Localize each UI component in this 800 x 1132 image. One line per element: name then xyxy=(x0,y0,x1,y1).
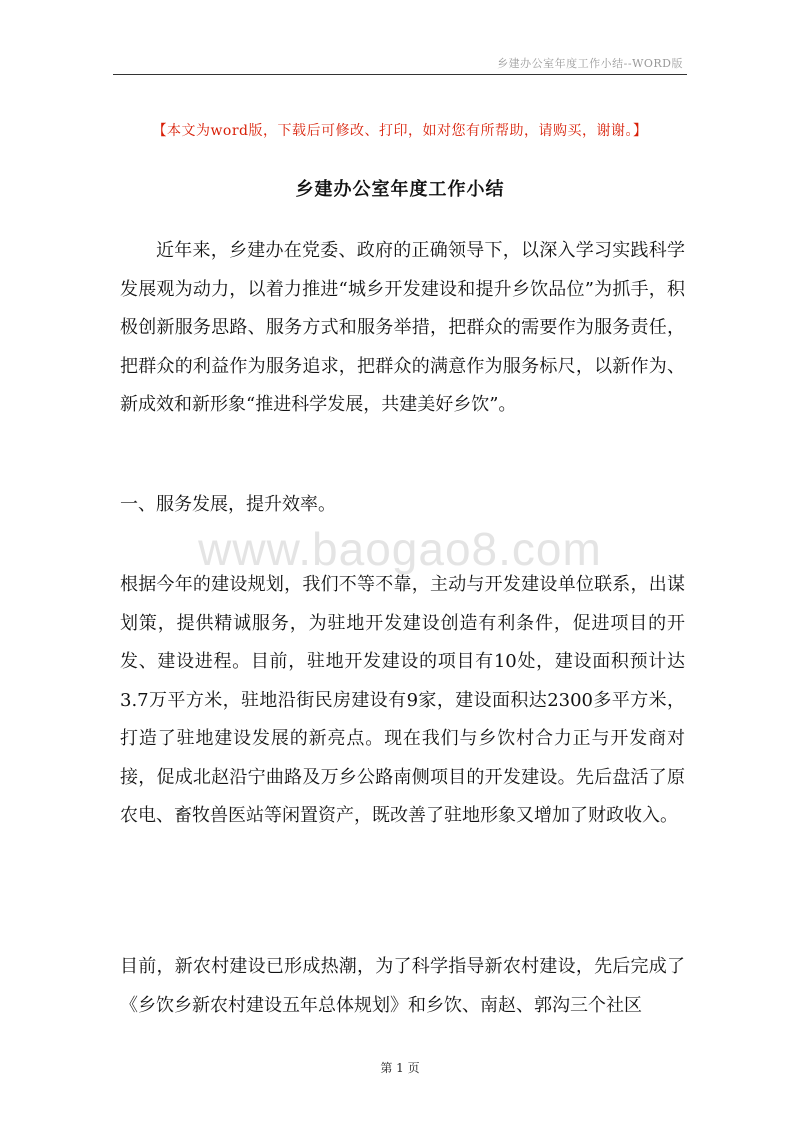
section-heading: 一、服务发展，提升效率。 xyxy=(120,494,336,515)
running-title: 乡建办公室年度工作小结--WORD版 xyxy=(497,57,683,70)
document-title: 乡建办公室年度工作小结 xyxy=(295,179,505,200)
body-paragraph: 目前，新农村建设已形成热潮，为了科学指导新农村建设，先后完成了《乡饮乡新农村建设五年总体规划》和乡饮、南赵、郭沟三个社区 xyxy=(120,956,685,1016)
watermark: www.baogao8.com xyxy=(198,523,602,575)
intro-paragraph: 近年来，乡建办在党委、政府的正确领导下，以深入学习实践科学发展观为动力，以着力推进“城乡开发建设和提升乡饮品位”为抓手，积极创新服务思路、服务方式和服务举措，把群众的需要作为服务责任，把群众的利益作为服务追求，把群众的满意作为服务标尺，以新作为、新成效和新形象“推进科学发展，共建美好乡饮”。 xyxy=(120,240,685,415)
page-number: 第 1 页 xyxy=(380,1061,420,1075)
body-paragraph: 根据今年的建设规划，我们不等不靠，主动与开发建设单位联系，出谋划策，提供精诚服务，为驻地开发建设创造有利条件，促进项目的开发、建设进程。目前，驻地开发建设的项目有10处，建设面积预计达3.7万平方米，驻地沿街民房建设有9家，建设面积达2300多平方米，打造了驻地建设发展的新亮点。现在我们与乡饮村合力正与开发商对接，促成北赵沿宁曲路及万乡公路南侧项目的开发建设。先后盘活了原农电、畜牧兽医站等闲置资产，既改善了驻地形象又增加了财政收入。 xyxy=(120,574,685,826)
purchase-notice: 【本文为word版，下载后可修改、打印，如对您有所帮助，请购买，谢谢。】 xyxy=(152,123,648,139)
page-header xyxy=(113,52,687,75)
